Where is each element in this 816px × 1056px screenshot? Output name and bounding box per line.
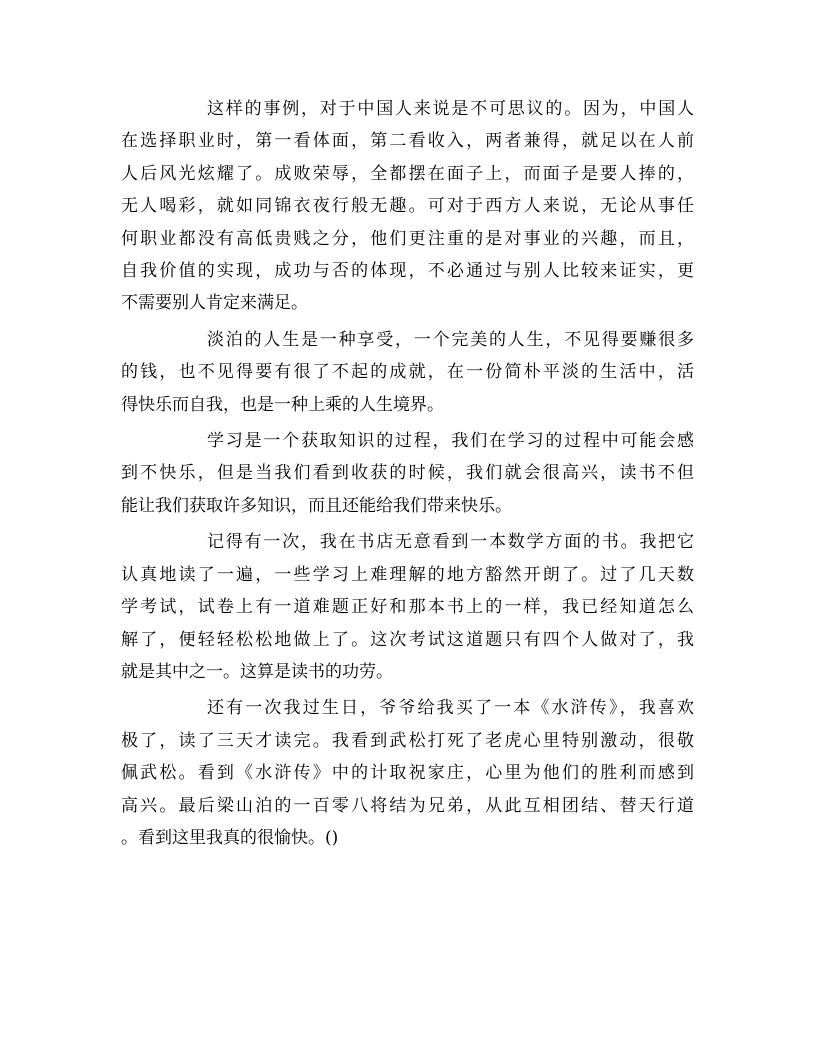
paragraph-line: 这样的事例，对于中国人来说是不可思议的。因为，中国人: [207, 99, 694, 119]
paragraph-line: 学考试，试卷上有一道难题正好和那本书上的一样，我已经知道怎么: [121, 597, 694, 618]
paragraph-line: 自我价值的实现，成功与否的体现，不必通过与别人比较来证实，更: [121, 261, 694, 282]
paragraph-line: 无人喝彩，就如同锦衣夜行般无趣。可对于西方人来说，无论从事任: [121, 196, 694, 217]
paragraph-line: 在选择职业时，第一看体面，第二看收入，两者兼得，就足以在人前: [121, 131, 694, 152]
paragraph-line: 。看到这里我真的很愉快。(): [121, 827, 339, 848]
paragraph-line: 认真地读了一遍，一些学习上难理解的地方豁然开朗了。过了几天数: [121, 564, 694, 585]
paragraph-line: 极了，读了三天才读完。我看到武松打死了老虎心里特别激动，很敬: [121, 730, 694, 751]
paragraph-2: [121, 324, 694, 421]
paragraph-4: [121, 526, 694, 688]
paragraph-line: 记得有一次，我在书店无意看到一本数学方面的书。我把它: [207, 532, 694, 553]
paragraph-line: 佩武松。看到《水浒传》中的计取祝家庄，心里为他们的胜利而感到: [121, 763, 694, 784]
document-body: [121, 93, 694, 858]
paragraph-line: 得快乐而自我，也是一种上乘的人生境界。: [121, 394, 444, 415]
paragraph-line: 何职业都没有高低贵贱之分，他们更注重的是对事业的兴趣，而且，: [121, 228, 694, 249]
paragraph-line: 的钱，也不见得要有很了不起的成就，在一份简朴平淡的生活中，活: [121, 362, 694, 383]
paragraph-line: 解了，便轻轻松松地做上了。这次考试这道题只有四个人做对了，我: [121, 629, 694, 650]
paragraph-1: [121, 93, 694, 320]
paragraph-line: 淡泊的人生是一种享受，一个完美的人生，不见得要赚很多: [207, 329, 694, 350]
paragraph-line: 学习是一个获取知识的过程，我们在学习的过程中可能会感: [207, 431, 694, 452]
paragraph-line: 能让我们获取许多知识，而且还能给我们带来快乐。: [121, 495, 512, 516]
paragraph-line: 高兴。最后梁山泊的一百零八将结为兄弟，从此互相团结、替天行道: [121, 795, 694, 816]
paragraph-line: 不需要别人肯定来满足。: [121, 293, 308, 314]
paragraph-3: [121, 425, 694, 522]
paragraph-line: 还有一次我过生日，爷爷给我买了一本《水浒传》，我喜欢: [207, 698, 694, 719]
paragraph-5: [121, 692, 694, 854]
paragraph-line: 人后风光炫耀了。成败荣辱，全都摆在面子上，而面子是要人捧的，: [121, 163, 694, 184]
paragraph-line: 就是其中之一。这算是读书的功劳。: [121, 661, 393, 682]
paragraph-line: 到不快乐，但是当我们看到收获的时候，我们就会很高兴，读书不但: [121, 463, 694, 484]
